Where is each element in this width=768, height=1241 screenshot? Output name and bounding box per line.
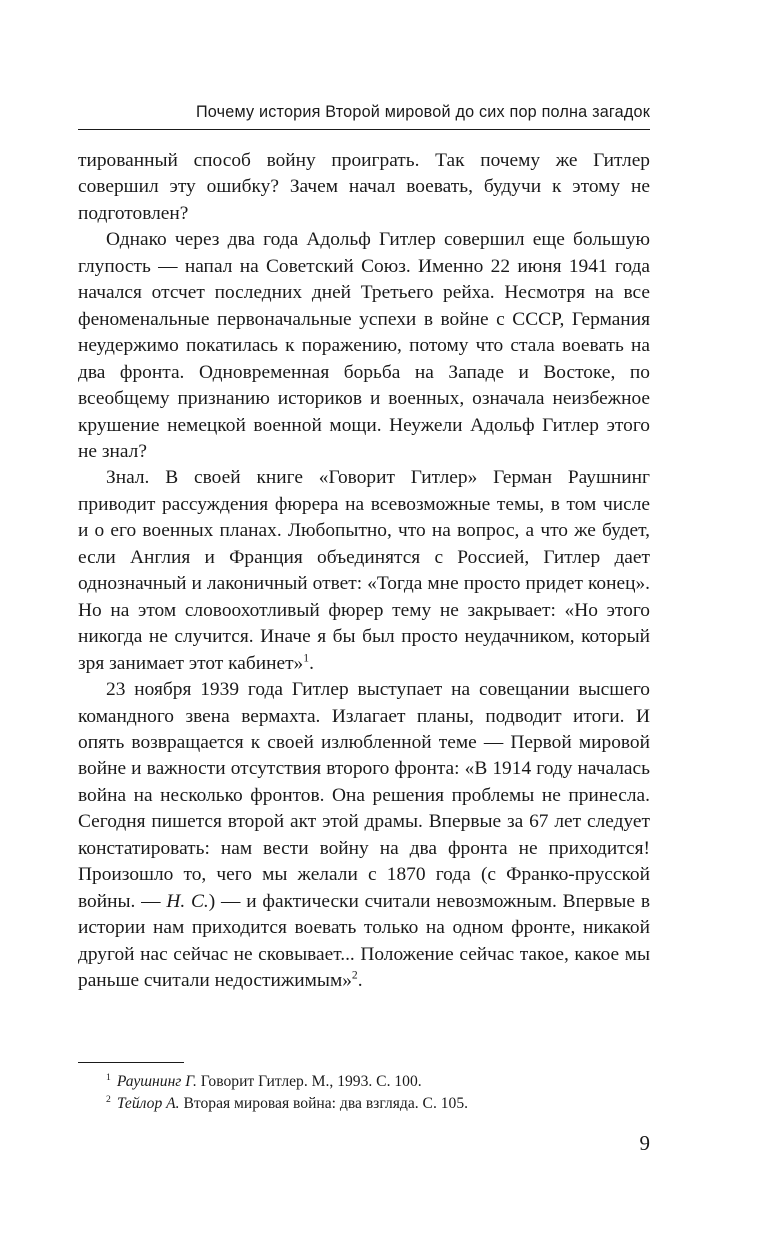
- footnote-rule: [78, 1062, 184, 1063]
- paragraph-3: [78, 465, 650, 677]
- header-rule: [78, 129, 650, 130]
- footnote-1-author: Раушнинг Г.: [116, 1073, 197, 1090]
- footnote-1-number: 1: [106, 1071, 111, 1083]
- running-head: Почему история Второй мировой до сих пор полна загадок: [195, 103, 650, 121]
- footnote-2: [106, 1093, 650, 1115]
- paragraph-4-rest: ) — и фактически считали невозможным. Впервые в истории нам приходится воевать только на одном фронте, никакой другой нас сейчас не сковывает... Положение сейчас такое, какое мы раньше считали недостижимым»: [78, 890, 650, 992]
- footnote-2-text: Вторая мировая война: два взгляда. С. 105.: [179, 1095, 469, 1112]
- paragraph-3-text: Знал. В своей книге «Говорит Гитлер» Герман Раушнинг приводит рассуждения фюрера на всевозможные темы, в том числе и о его военных планах. Любопытно, что на вопрос, а что же будет, если Англия и Франция объединятся с Россией, Гитлер дает однозначный и лаконичный ответ: «Тогда мне просто придет конец». Но на этом словоохотливый фюрер тему не закрывает: «Но этого никогда не случится. Иначе я бы был просто неудачником, который зря занимает этот кабинет»: [78, 467, 650, 674]
- footnote-1: [106, 1071, 650, 1093]
- body-text: [78, 148, 650, 995]
- paragraph-4-text: 23 ноября 1939 года Гитлер выступает на совещании высшего командного звена вермахта. Излагает планы, подводит итоги. И опять возвращается к своей излюбленной теме — Первой мировой войне и важности отсутствия второго фронта: «В 1914 году началась война на несколько фронтов. Она решения проблемы не принесла. Сегодня пишется второй акт этой драмы. Впервые за 67 лет следует констатировать: нам вести войну на два фронта не приходится! Произошло то, чего мы желали с 1870 года (с Франко-прусской войны. —: [78, 679, 650, 912]
- footnotes: [106, 1071, 650, 1115]
- footnote-ref-1: 1: [303, 651, 310, 665]
- footnote-1-text: Говорит Гитлер. М., 1993. С. 100.: [196, 1073, 422, 1090]
- paragraph-4-initials: Н. С.: [166, 890, 209, 912]
- paragraph-4-end: .: [357, 970, 363, 992]
- footnote-ref-2: 2: [351, 968, 358, 982]
- footnote-2-number: 2: [106, 1093, 111, 1105]
- paragraph-2: Однако через два года Адольф Гитлер совершил еще большую глупость — напал на Советский Союз. Именно 22 июня 1941 года начался отсчет последних дней Третьего рейха. Несмотря на все феноменальные первоначальные успехи в войне с СССР, Германия неудержимо покатилась к поражению, потому что стала воевать на два фронта. Одновременная борьба на Западе и Востоке, по всеобщему признанию историков и военных, означала неизбежное крушение немецкой военной мощи. Неужели Адольф Гитлер этого не знал?: [78, 229, 650, 462]
- page-number: 9: [639, 1131, 650, 1155]
- paragraph-4: [78, 677, 650, 994]
- footnote-2-author: Тейлор А.: [116, 1095, 180, 1112]
- paragraph-1: тированный способ войну проиграть. Так почему же Гитлер совершил эту ошибку? Зачем начал воевать, будучи к этому не подготовлен?: [78, 150, 650, 224]
- paragraph-3-end: .: [309, 652, 314, 674]
